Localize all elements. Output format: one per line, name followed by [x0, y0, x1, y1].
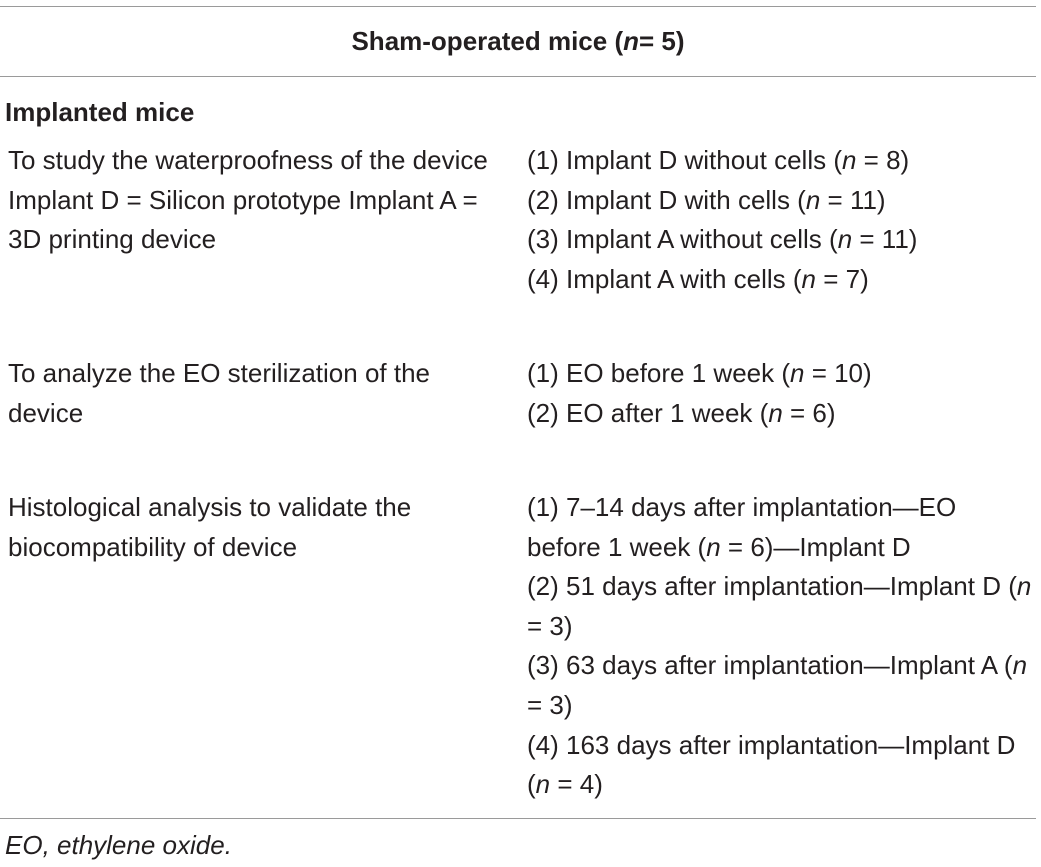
group-item: (1) Implant D without cells (n = 8) [527, 145, 910, 175]
row-groups [527, 488, 1032, 805]
row-purpose: To study the waterproofness of the device Implant D = Silicon prototype Implant A = 3D printing device [8, 145, 488, 255]
group-item: (2) Implant D with cells (n = 11) [527, 184, 886, 215]
group-item: (3) 63 days after implantation—Implant A (n = 3) [527, 650, 1028, 720]
header-title-n: n [623, 25, 639, 56]
group-item: (4) 163 days after implantation—Implant D (n = 4) [527, 729, 1016, 800]
row-purpose: Histological analysis to validate the biocompatibility of device [8, 492, 412, 562]
group-item: (1) EO before 1 week (n = 10) [527, 358, 872, 388]
header-rule [0, 76, 1036, 77]
table-header [0, 6, 1036, 76]
group-item: (2) 51 days after implantation—Implant D (n = 3) [527, 571, 1032, 641]
group-item: (3) Implant A without cells (n = 11) [527, 224, 918, 255]
group-item: (1) 7–14 days after implantation—EO before 1 week (n = 6)—Implant D [527, 492, 957, 562]
row-purpose: To analyze the EO sterilization of the device [8, 358, 431, 428]
group-item: (2) EO after 1 week (n = 6) [527, 397, 836, 428]
row-groups [527, 141, 1032, 299]
section-title: Implanted mice [5, 97, 195, 127]
group-item: (4) Implant A with cells (n = 7) [527, 263, 869, 294]
row-groups [527, 354, 1032, 433]
table-bottom-rule [0, 818, 1036, 819]
table-footnote: EO, ethylene oxide. [5, 830, 232, 860]
header-title-suffix: = 5) [639, 25, 685, 56]
header-title-prefix: Sham-operated mice ( [351, 25, 624, 56]
